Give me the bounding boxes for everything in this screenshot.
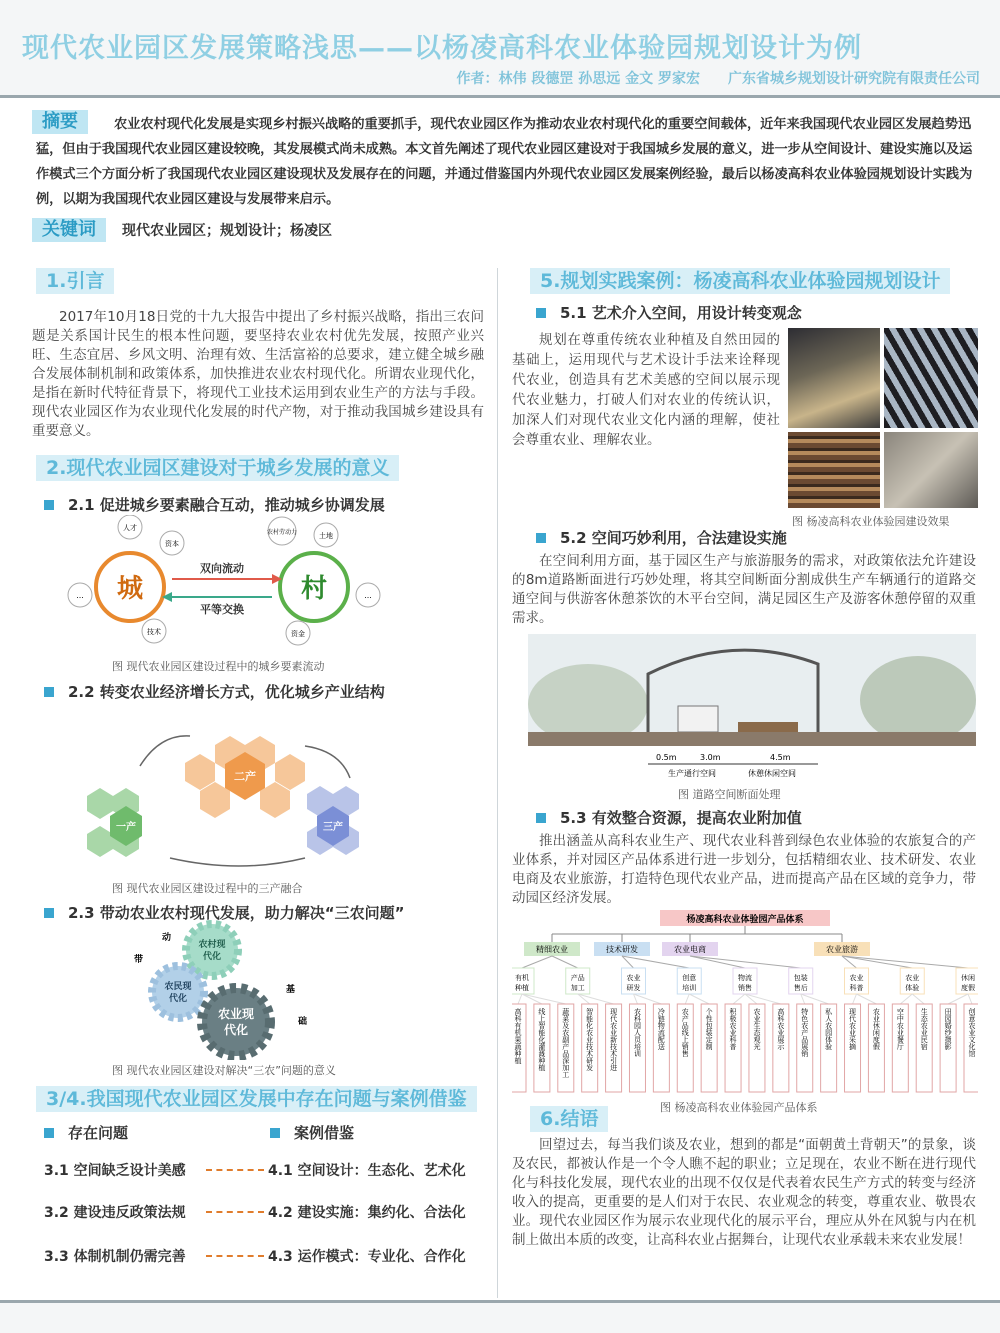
word-chu: 础 bbox=[298, 1017, 308, 1027]
abstract-label: 摘要 bbox=[32, 110, 88, 134]
section-5-2-title: 5.2 空间巧妙利用，合法建设实施 bbox=[536, 527, 787, 548]
gear-rural-label-2: 代化 bbox=[202, 952, 222, 962]
tree-sub-label-2: 种植 bbox=[515, 984, 529, 992]
authors-line: 作者：林伟 段德罡 孙思远 金文 罗家宏 广东省城乡规划设计研究院有限责任公司 bbox=[456, 71, 980, 87]
wood-platform bbox=[738, 722, 798, 732]
industry-fusion-diagram bbox=[80, 706, 400, 876]
figure-caption-tree: 图 杨凌高科农业体验园产品体系 bbox=[660, 1101, 818, 1114]
tertiary-industry-label: 三产 bbox=[323, 822, 343, 833]
section-1-text: 2017年10月18日党的十九大报告中提出了乡村振兴战略，指出三农问题是关系国计民生的根本性问题，要坚持农业农村优先发展，按照产业兴旺、生态宜居、乡风文明、治理有效、生活富裕的总要求，建立健全城乡融合发展体制机制和政策体系，加快推进农业农村现代化。所谓农业现代化，是指在新时代特征背景下，将现代工业技术运用到农业生产的方法与手段。现代农业园区作为农业现代化发展的时代产物，对于推动我国城乡建设具有重要意义。 bbox=[32, 309, 484, 439]
tree-sub-label-2: 售后 bbox=[793, 984, 808, 992]
tree-sub-label-2: 体验 bbox=[905, 984, 920, 992]
section-2-2-title: 2.2 转变农业经济增长方式，优化城乡产业结构 bbox=[44, 681, 385, 702]
tree-sub-label: 物流 bbox=[738, 974, 752, 982]
connector-3 bbox=[206, 1255, 264, 1257]
secondary-industry-label: 二产 bbox=[234, 770, 256, 783]
tree-sub-label: 农业 bbox=[905, 974, 920, 982]
header bbox=[0, 0, 1000, 98]
primary-industry-label: 一产 bbox=[116, 822, 136, 833]
problem-2: 3.2 建设违反政策法规 bbox=[44, 1205, 186, 1221]
cycle-arrow-2 bbox=[305, 746, 350, 778]
gear-farmer-label-1: 农民现 bbox=[164, 982, 192, 992]
gear-farmer bbox=[152, 966, 204, 1018]
figure-caption-photos: 图 杨凌高科农业体验园建设效果 bbox=[792, 515, 950, 528]
problem-1: 3.1 空间缺乏设计美感 bbox=[44, 1163, 186, 1179]
cycle-arrow-1 bbox=[140, 736, 190, 766]
problem-3: 3.3 体制机制仍需完善 bbox=[44, 1249, 186, 1265]
tree-group-label: 技术研发 bbox=[606, 945, 638, 954]
tree-group-label: 农业电商 bbox=[674, 945, 706, 954]
section-1-title: 1.引言 bbox=[36, 268, 114, 294]
city-element-capital-label: 资本 bbox=[165, 540, 179, 548]
tree-sub-label: 包装 bbox=[793, 974, 808, 982]
section-2-title: 2.现代农业园区建设对于城乡发展的意义 bbox=[36, 455, 399, 481]
footer-band bbox=[0, 1300, 1000, 1333]
tree-leaf-label: 农科园人员培训 bbox=[633, 1008, 642, 1057]
tree-leaf-label: 智能化农业技术研发 bbox=[585, 1008, 594, 1071]
tree-sub-label: 休闲 bbox=[961, 974, 975, 982]
photo-greenhouse-1 bbox=[788, 328, 880, 428]
tree-root-label: 杨凌高科农业体验园产品体系 bbox=[686, 915, 804, 925]
tree-sub-label-2: 度假 bbox=[961, 984, 975, 992]
case-2: 4.2 建设实施：集约化、合法化 bbox=[268, 1205, 466, 1221]
space-label-2: 休憩休闲空间 bbox=[748, 769, 796, 778]
section-6-title: 6.结语 bbox=[530, 1106, 608, 1132]
tree-sub-label: 农业 bbox=[849, 974, 864, 982]
tree-sub-label-2: 加工 bbox=[570, 984, 585, 992]
dim-label-3: 4.5m bbox=[770, 753, 791, 762]
keywords-label: 关键词 bbox=[32, 218, 106, 242]
product-system-tree bbox=[512, 908, 978, 1094]
tree-sub-label-2: 科普 bbox=[849, 984, 864, 992]
abstract-text: 农业农村现代化发展是实现乡村振兴战略的重要抓手，现代农业园区作为推动农业农村现代化的重要空间载体，近年来我国现代农业园区发展趋势迅猛，但由于我国现代农业园区建设较晚，其发展模式尚未成熟。本文首先阐述了现代农业园区建设对于我国城乡发展的意义，进一步从空间设计、建设实施以及运作模式三个方面分析了我国现代农业园区建设现状及发展存在的问题，并通过借鉴国内外现代农业园区发展案例经验，最后以杨凌高科农业体验园规划设计实践为例，以期为我国现代农业园区建设与发展带来启示。 bbox=[36, 117, 973, 207]
tree-sub-label: 有机 bbox=[515, 974, 529, 982]
tree-leaf-label: 高科有机果蔬种植 bbox=[514, 1008, 522, 1064]
gear-farmer-label-2: 代化 bbox=[168, 994, 188, 1004]
case-3: 4.3 运作模式：专业化、合作化 bbox=[268, 1249, 466, 1265]
city-label: 城 bbox=[116, 574, 144, 604]
village-element-labor-label: 农村劳动力 bbox=[266, 529, 298, 536]
tree-group-label: 农业旅游 bbox=[826, 945, 858, 954]
case-1: 4.1 空间设计：生态化、艺术化 bbox=[268, 1163, 466, 1179]
gear-agriculture-label-2: 代化 bbox=[223, 1023, 249, 1037]
village-label: 村 bbox=[300, 574, 328, 604]
section-5-title: 5.规划实践案例：杨凌高科农业体验园规划设计 bbox=[530, 268, 950, 294]
keywords-text: 现代农业园区；规划设计；杨凌区 bbox=[122, 223, 332, 239]
word-ji: 基 bbox=[286, 985, 296, 995]
city-element-talent-label: 人才 bbox=[123, 524, 137, 532]
poster-title: 现代农业园区发展策略浅思——以杨凌高科农业体验园规划设计为例 bbox=[22, 33, 862, 64]
dim-label-1: 0.5m bbox=[656, 753, 677, 762]
section-5-3-title: 5.3 有效整合资源，提高农业附加值 bbox=[536, 807, 802, 828]
section-5-1-text: 规划在尊重传统农业种植及自然田园的基础上，运用现代与艺术设计手法来诠释现代农业，创造具有艺术美感的空间以展示现代农业魅力，打破人们对农业的传统认识，加深人们对现代农业文化内涵的理解，使社会尊重农业、理解农业。 bbox=[512, 332, 780, 448]
tree-sub-label-2: 培训 bbox=[682, 984, 697, 992]
tree-leaf-label: 农业休闲度假 bbox=[872, 1008, 881, 1050]
village-element-fund-label: 资金 bbox=[291, 630, 305, 638]
gear-agriculture-label-1: 农业现 bbox=[217, 1007, 255, 1021]
section-34-title: 3/4.我国现代农业园区发展中存在问题与案例借鉴 bbox=[36, 1086, 477, 1112]
tree-leaf-label: 蔬菜及农副产品深加工 bbox=[561, 1008, 570, 1078]
tree-leaf-label: 冷链物流配送 bbox=[657, 1008, 666, 1050]
space-label-1: 生产通行空间 bbox=[668, 769, 716, 778]
cases-heading: 案例借鉴 bbox=[270, 1122, 354, 1143]
column-divider bbox=[497, 268, 498, 1298]
tree-leaf-label: 创意农业文化馆 bbox=[968, 1008, 976, 1057]
problems-heading: 存在问题 bbox=[44, 1122, 128, 1143]
tree-leaf-label: 个性包装定制 bbox=[705, 1008, 714, 1050]
figure-caption-fusion: 图 现代农业园区建设过程中的三产融合 bbox=[112, 882, 303, 895]
figure-caption-flow: 图 现代农业园区建设过程中的城乡要素流动 bbox=[112, 660, 325, 673]
tree-sub-label-2: 销售 bbox=[738, 984, 752, 992]
tree-leaf-label: 积极农业科普 bbox=[729, 1008, 738, 1050]
gear-rural-label-1: 农村现 bbox=[198, 940, 226, 950]
section-5-3-text: 推出涵盖从高科农业生产、现代农业科普到绿色农业体验的农旅复合的产业体系，并对园区产品体系进行进一步划分，包括精细农业、技术研发、农业电商及农业旅游，打造特色现代农业产品，进而提高产品在区域的竞争力，带动园区经济发展。 bbox=[512, 833, 976, 906]
village-element-land-label: 土地 bbox=[319, 532, 333, 540]
section-6-text: 回望过去，每当我们谈及农业，想到的都是“面朝黄土背朝天”的景象，谈及农民，都被认作是一个令人瞧不起的职业；立足现在，农业不断在进行现代化与科技化发展，现代农业的出现不仅仅是代表着农民生产方式的转变与经济收入的提高，更重要的是人们对于农民、农业观念的转变，尊重农业、敬畏农业。现代农业园区作为展示农业现代化的展示平台，理应从外在风貌与内在机制上做出本质的改变，让高科农业占据舞台，让现代农业承载未来农业发展！ bbox=[512, 1137, 976, 1248]
tree-group-label: 精细农业 bbox=[536, 945, 568, 954]
tree-leaf-label: 高科农业展示 bbox=[776, 1008, 785, 1050]
village-element-more-label: ... bbox=[364, 591, 372, 600]
photo-gabion-wall bbox=[788, 432, 880, 508]
tree-sub-label-2: 研发 bbox=[626, 984, 641, 992]
tree-leaf-label: 空中农业餐厅 bbox=[896, 1008, 905, 1050]
tree-leaf-label: 私人农园体验 bbox=[824, 1008, 833, 1050]
connector-2 bbox=[206, 1211, 264, 1213]
figure-caption-section: 图 道路空间断面处理 bbox=[678, 788, 781, 801]
connector-1 bbox=[206, 1169, 264, 1171]
section-5-1-title: 5.1 艺术介入空间，用设计转变观念 bbox=[536, 302, 802, 323]
gear-agriculture bbox=[202, 988, 270, 1056]
tree-leaf-label: 农产品线上销售 bbox=[681, 1008, 690, 1057]
three-rural-gear-diagram bbox=[120, 920, 330, 1060]
urban-rural-flow-diagram bbox=[60, 515, 390, 655]
tree-sub-label: 农业 bbox=[626, 974, 641, 982]
section-2-1-title: 2.1 促进城乡要素融合互动，推动城乡协调发展 bbox=[44, 494, 385, 515]
tree-sub-label: 产品 bbox=[570, 974, 585, 982]
dim-label-2: 3.0m bbox=[700, 753, 721, 762]
photo-greenhouse-2 bbox=[884, 328, 978, 428]
road-section-diagram bbox=[528, 634, 976, 806]
section-2-3-title: 2.3 带动农业农村现代发展，助力解决“三农问题” bbox=[44, 902, 405, 923]
tree-leaf-label: 特色农产品展销 bbox=[800, 1008, 809, 1057]
city-element-more-label: ... bbox=[76, 591, 84, 600]
tree-sub-label: 创意 bbox=[682, 974, 697, 982]
tree-leaf-label: 现代农业采摘 bbox=[848, 1008, 857, 1050]
word-dai: 带 bbox=[134, 955, 144, 965]
tree-leaf-label: 生态农业民宿 bbox=[920, 1008, 929, 1050]
tree-leaf-label: 线上智能化灌溉种植 bbox=[537, 1008, 546, 1071]
flow-label-2: 平等交换 bbox=[200, 603, 244, 616]
city-element-tech-label: 技术 bbox=[147, 628, 161, 636]
tree-leaf-label: 田园婚纱摄影 bbox=[944, 1008, 953, 1050]
figure-caption-gears: 图 现代农业园区建设对解决“三农”问题的意义 bbox=[112, 1064, 336, 1077]
tree-leaf-label: 现代农业新技术引进 bbox=[609, 1008, 618, 1071]
cycle-arrow-3 bbox=[170, 858, 305, 866]
photo-paving bbox=[884, 432, 978, 508]
tree-leaf-label: 农业生态观光 bbox=[752, 1008, 761, 1050]
flow-label-1: 双向流动 bbox=[200, 562, 244, 575]
vehicle bbox=[678, 706, 718, 732]
word-dong: 动 bbox=[162, 933, 172, 943]
section-5-2-text: 在空间利用方面，基于园区生产与旅游服务的需求，对政策依法允许建设的8m道路断面进行巧妙处理，将其空间断面分割成供生产车辆通行的道路交通空间与供游客休憩茶饮的木平台空间，满足园区生产及游客休憩停留的双重需求。 bbox=[512, 553, 976, 626]
